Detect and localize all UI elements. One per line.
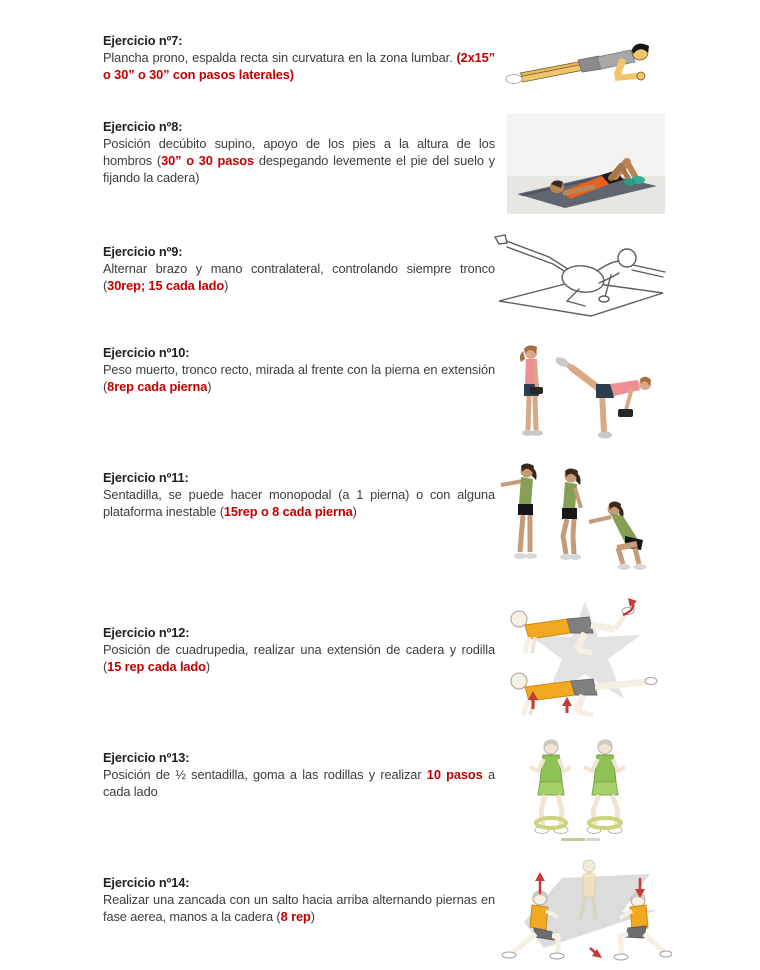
- exercise-block-10: [103, 344, 495, 395]
- exercise-description: [103, 361, 495, 395]
- bird-dog-illustration: [487, 231, 671, 323]
- text-segment: ): [224, 278, 229, 293]
- band-lateral-walk-illustration: [517, 732, 645, 844]
- text-segment: ): [310, 909, 315, 924]
- text-segment: ): [205, 659, 211, 674]
- exercise-title: Ejercicio nº11:: [103, 470, 189, 485]
- reps-highlight: 15rep o 8 cada pierna: [223, 504, 353, 519]
- reps-highlight: 8rep cada pierna: [107, 379, 208, 394]
- reps-highlight: 30” o 30 pasos: [161, 153, 255, 168]
- reps-highlight: 8 rep: [280, 909, 311, 924]
- exercise-description: [103, 135, 495, 186]
- exercise-block-12: [103, 624, 495, 675]
- exercise-description: [103, 891, 495, 925]
- supine-bridge-illustration: [507, 114, 665, 214]
- text-segment: ): [207, 379, 212, 394]
- exercise-title: Ejercicio nº14:: [103, 875, 190, 890]
- text-segment: Alternar brazo y mano contralateral, controlando siempre tronco (: [103, 261, 495, 293]
- text-segment: ): [352, 504, 357, 519]
- text-segment: a cada lado: [103, 767, 495, 799]
- exercise-title: Ejercicio nº10:: [103, 345, 190, 360]
- quadruped-hip-extension-illustration: [495, 595, 667, 720]
- exercise-block-7: [103, 32, 495, 83]
- exercise-block-14: [103, 874, 495, 925]
- text-segment: Posición de ½ sentadilla, goma a las rodillas y realizar: [103, 767, 427, 782]
- exercise-title: Ejercicio nº13:: [103, 750, 190, 765]
- exercise-block-11: [103, 469, 495, 520]
- exercise-title: Ejercicio nº12:: [103, 625, 190, 640]
- exercise-title: Ejercicio nº7:: [103, 33, 183, 48]
- squat-sequence-illustration: [497, 456, 659, 580]
- exercise-block-9: [103, 243, 495, 294]
- text-segment: Peso muerto, tronco recto, mirada al frente con la pierna en extensión (: [103, 362, 495, 394]
- exercise-description: [103, 49, 495, 83]
- reps-highlight: (2x15” o 30” o 30” con pasos laterales): [103, 50, 495, 82]
- text-segment: Posición decúbito supino, apoyo de los pies a la altura de los hombros (: [103, 136, 495, 168]
- exercise-title: Ejercicio nº9:: [103, 244, 183, 259]
- exercise-description: [103, 260, 495, 294]
- text-segment: Plancha prono, espalda recta sin curvatura en la zona lumbar.: [103, 50, 457, 65]
- reps-highlight: 10 pasos: [426, 767, 483, 782]
- exercise-description: [103, 486, 495, 520]
- text-segment: despegando levemente el pie del suelo y fijando la cadera): [103, 153, 495, 185]
- text-segment: Sentadilla, se puede hacer monopodal (a 1 pierna) o con alguna plataforma inestable (: [103, 487, 495, 519]
- reps-highlight: 15 rep cada lado: [107, 659, 206, 674]
- exercise-description: [103, 641, 495, 675]
- text-segment: Posición de cuadrupedia, realizar una extensión de cadera y rodilla (: [103, 642, 495, 674]
- exercise-title: Ejercicio nº8:: [103, 119, 183, 134]
- exercise-block-13: [103, 749, 495, 800]
- reps-highlight: 30rep; 15 cada lado: [107, 278, 225, 293]
- text-segment: Realizar una zancada con un salto hacia arriba alternando piernas en fase aerea, manos a la cadera (: [103, 892, 495, 924]
- single-leg-deadlift-illustration: [504, 332, 664, 444]
- prone-plank-illustration: [504, 38, 656, 90]
- jump-lunge-illustration: [500, 852, 672, 964]
- exercise-description: [103, 766, 495, 800]
- exercise-block-8: [103, 118, 495, 186]
